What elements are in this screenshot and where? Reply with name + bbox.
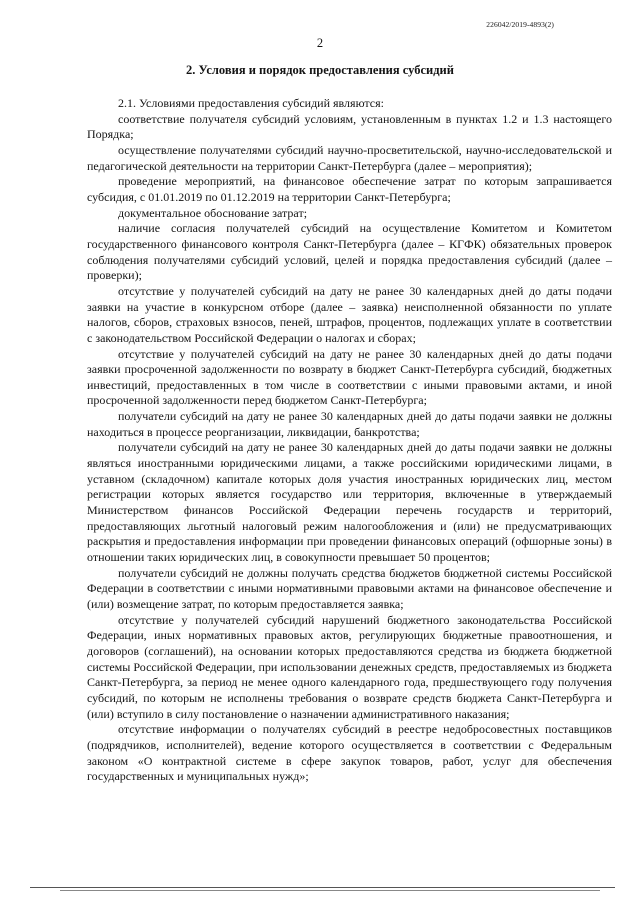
- body-text: [87, 96, 612, 785]
- paragraph: получатели субсидий на дату не ранее 30 календарных дней до даты подачи заявки не должны находиться в процессе реорганизации, ликвидации, банкротства;: [87, 409, 612, 439]
- section-title: 2. Условия и порядок предоставления субсидий: [186, 63, 454, 77]
- paragraph: соответствие получателя субсидий условиям, установленным в пунктах 1.2 и 1.3 настоящего Порядка;: [87, 111, 612, 142]
- paragraph: получатели субсидий на дату не ранее 30 календарных дней до даты подачи заявки не должны являться иностранными юридическими лицами, а также российскими юридическими лицами, в уставном (складочном) капитале которых доля участия иностранных юридических лиц, местом регистрации которых является государство или территория, включенные в утверждаемый Министерством финансов Российской Федерации перечень государств и территорий, предоставляющих льготный налоговый режим налогообложения и (или) не предусматривающих раскрытия и предоставления информации при проведении финансовых операций (офшорные зоны) в отношении таких юридических лиц, в совокупности превышает 50 процентов;: [87, 440, 612, 565]
- paragraph: осуществление получателями субсидий научно-просветительской, научно-исследовательской и педагогической деятельности на территории Санкт-Петербурга (далее – мероприятия);: [87, 142, 612, 173]
- paragraph: наличие согласия получателей субсидий на осуществление Комитетом и Комитетом государственного финансового контроля Санкт-Петербурга (далее – КГФК) обязательных проверок соблюдения получателями субсидий условий, целей и порядка предоставления субсидий (далее – проверки);: [87, 221, 612, 283]
- page-number: 2: [316, 36, 324, 50]
- paragraph: отсутствие у получателей субсидий на дату не ранее 30 календарных дней до даты подачи заявки просроченной задолженности по возврату в бюджет Санкт-Петербурга субсидий, бюджетных инвестиций, предоставленных в том числе в соответствии с иными правовыми актами, и иной просроченной задолженности перед бюджетом Санкт-Петербурга;: [87, 346, 612, 408]
- paragraph: отсутствие у получателей субсидий на дату не ранее 30 календарных дней до даты подачи заявки на участие в конкурсном отборе (далее – заявка) неисполненной обязанности по уплате налогов, сборов, страховых взносов, пеней, штрафов, процентов, подлежащих уплате в соответствии с законодательством Российской Федерации о налогах и сборах;: [87, 283, 612, 345]
- paragraph: проведение мероприятий, на финансовое обеспечение затрат по которым запрашивается субсидия, с 01.01.2019 по 01.12.2019 на территории Санкт-Петербурга;: [87, 174, 612, 204]
- paragraph: получатели субсидий не должны получать средства бюджетов бюджетной системы Российской Федерации в соответствии с иными нормативными правовыми актами на финансовое обеспечение и (или) возмещение затрат, по которым предоставляется заявка;: [87, 565, 612, 611]
- scan-edge-line: [60, 890, 600, 891]
- paragraph: отсутствие информации о получателях субсидий в реестре недобросовестных поставщиков (подрядчиков, исполнителей), ведение которого осуществляется в соответствии с Федеральным законом «О контрактной системе в сфере закупок товаров, работ, услуг для обеспечения государственных и муниципальных нужд»;: [87, 722, 612, 784]
- scan-edge-line: [30, 887, 615, 888]
- document-number: 226042/2019-4893(2): [486, 20, 554, 29]
- paragraph: 2.1. Условиями предоставления субсидий являются:: [118, 96, 384, 110]
- paragraph: отсутствие у получателей субсидий нарушений бюджетного законодательства Российской Федерации, иных нормативных правовых актов, регулирующих бюджетные правоотношения, и договоров (соглашений), на основании которых предоставляются средства из бюджета бюджетной системы Российской Федерации, при использовании денежных средств, предоставляемых из бюджета Санкт-Петербурга, за период не менее одного календарного года, предшествующего году получения субсидий, по которым не исполнены требования о возврате средств бюджета Санкт-Петербурга и (или) вступило в силу постановление о назначении административного наказания;: [87, 612, 612, 721]
- paragraph: документальное обоснование затрат;: [118, 205, 308, 220]
